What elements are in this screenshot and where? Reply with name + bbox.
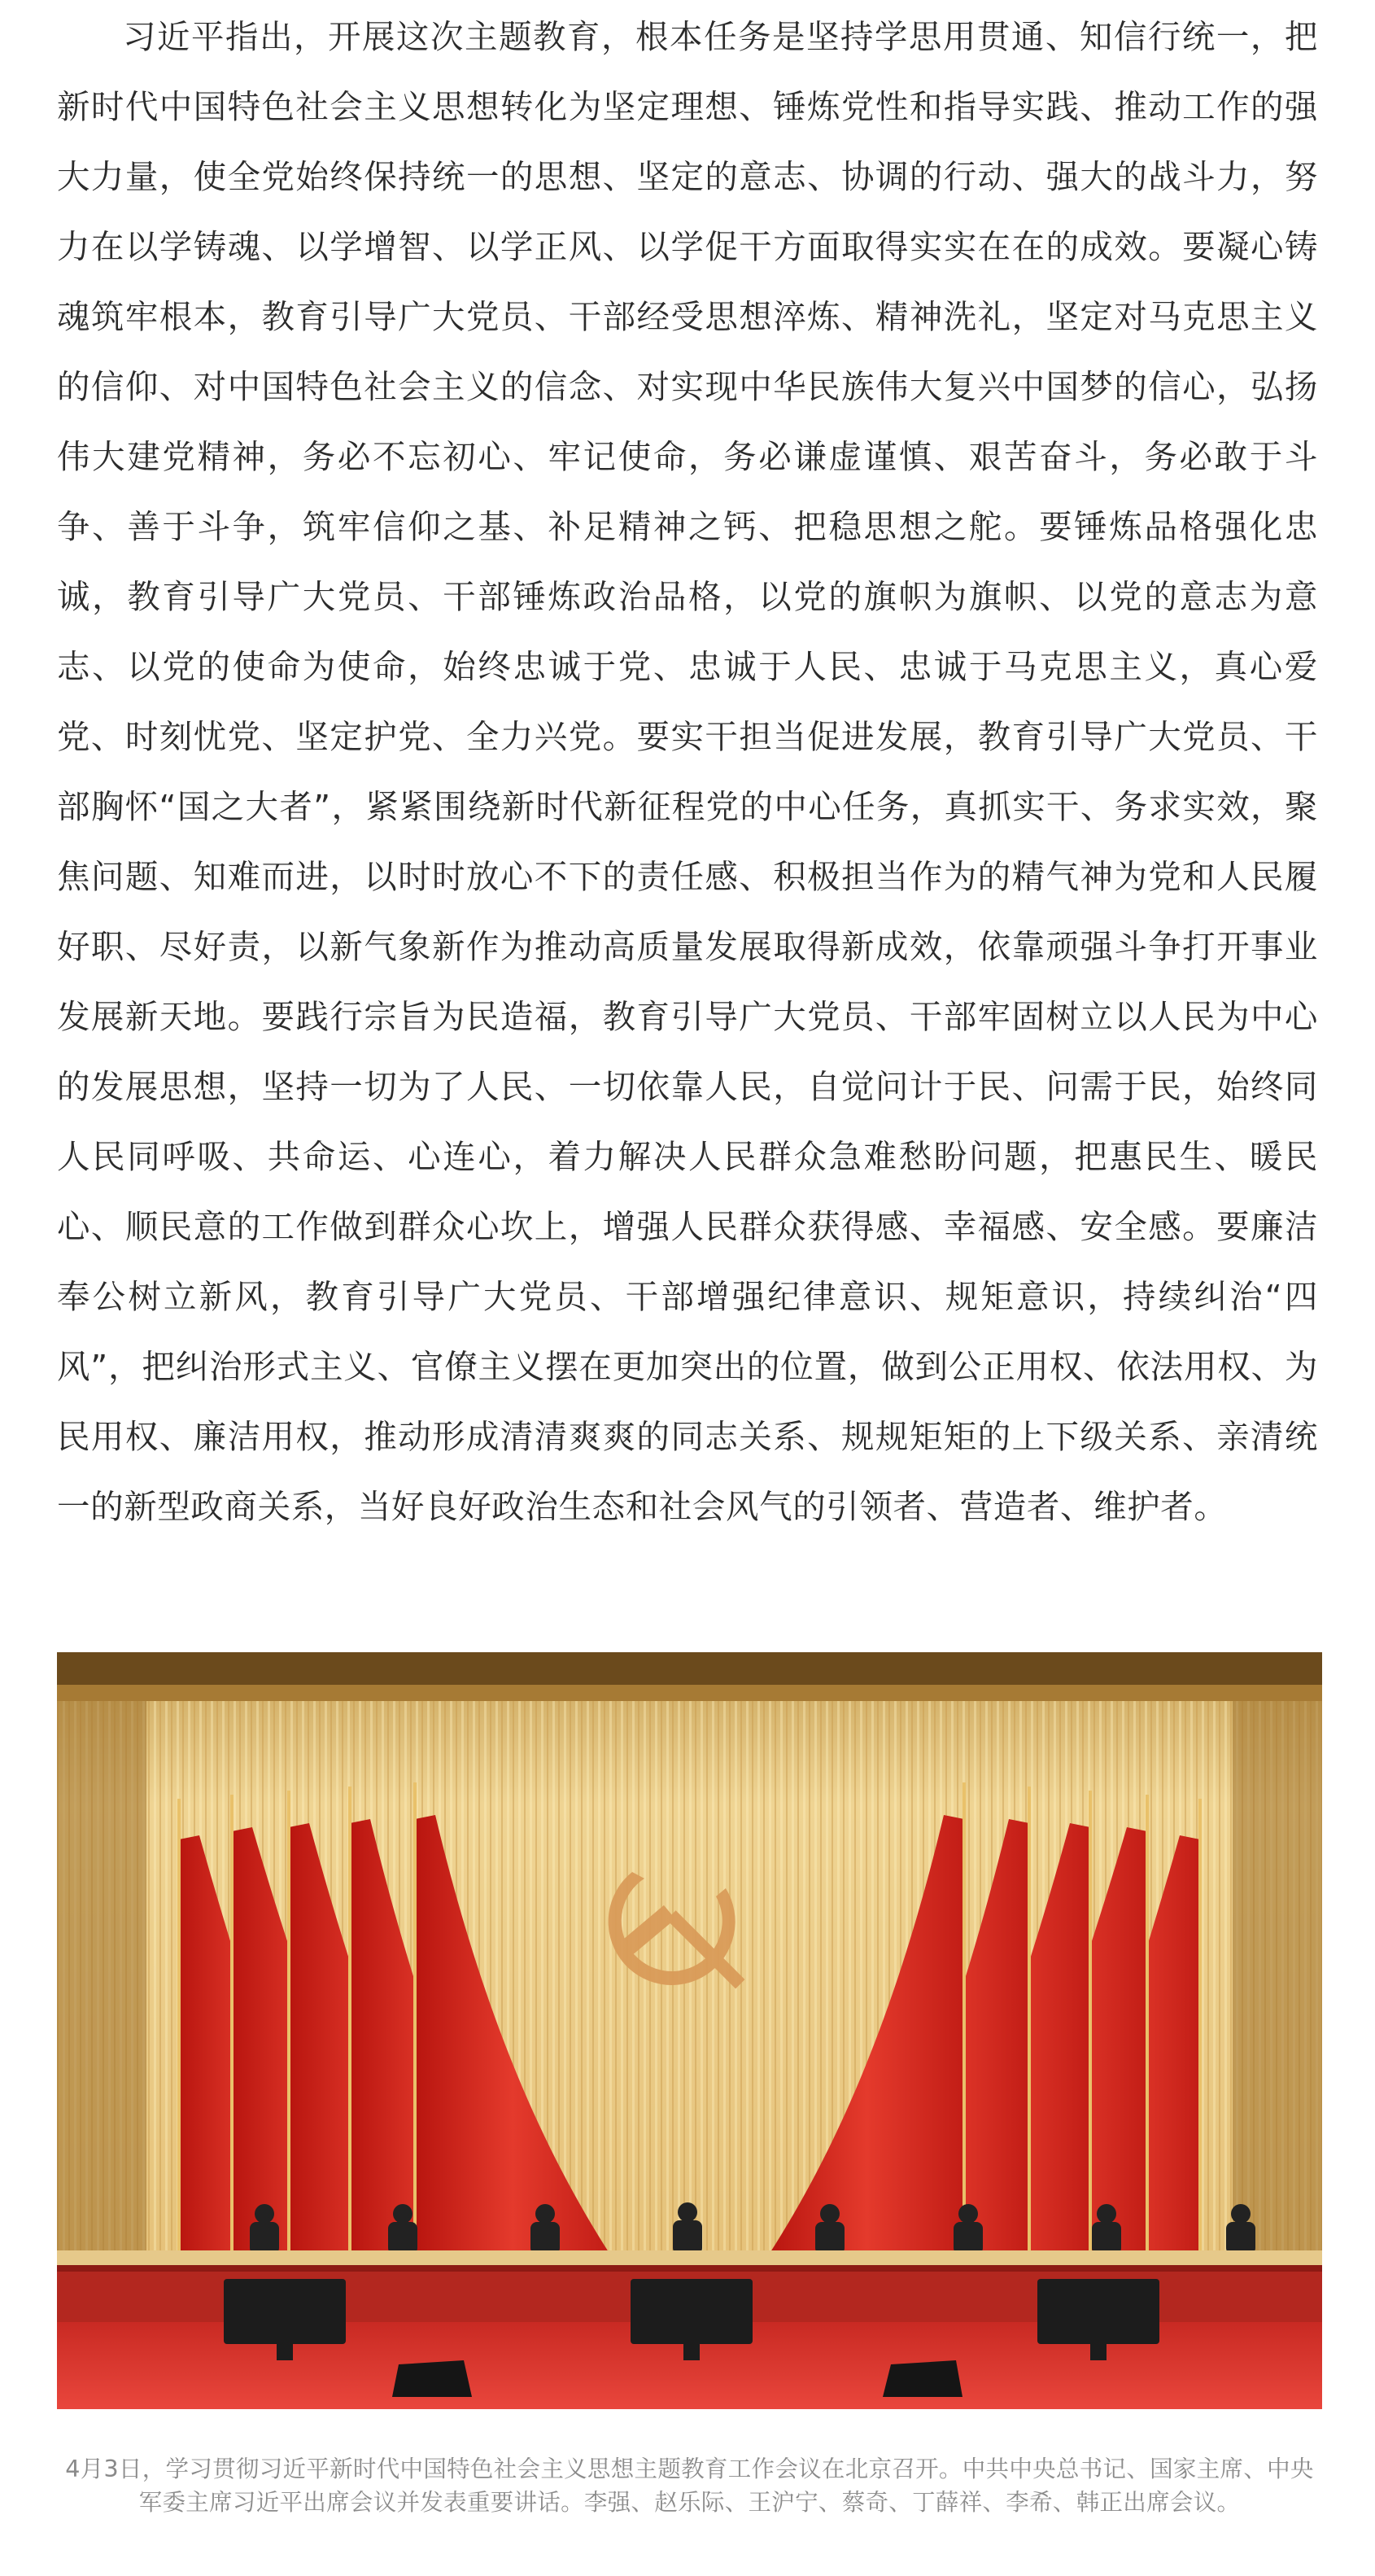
article-paragraph: 习近平指出，开展这次主题教育，根本任务是坚持学思用贯通、知信行统一，把新时代中国特色社会主义思想转化为坚定理想、锤炼党性和指导实践、推动工作的强大力量，使全党始终保持统一的思想、坚定的意志、协调的行动、强大的战斗力，努力在以学铸魂、以学增智、以学正风、以学促干方面取得实实在在的成效。要凝心铸魂筑牢根本，教育引导广大党员、干部经受思想淬炼、精神洗礼，坚定对马克思主义的信仰、对中国特色社会主义的信念、对实现中华民族伟大复兴中国梦的信心，弘扬伟大建党精神，务必不忘初心、牢记使命，务必谦虚谨慎、艰苦奋斗，务必敢于斗争、善于斗争，筑牢信仰之基、补足精神之钙、把稳思想之舵。要锤炼品格强化忠诚，教育引导广大党员、干部锤炼政治品格，以党的旗帜为旗帜、以党的意志为意志、以党的使命为使命，始终忠诚于党、忠诚于人民、忠诚于马克思主义，真心爱党、时刻忧党、坚定护党、全力兴党。要实干担当促进发展，教育引导广大党员、干部胸怀“国之大者”，紧紧围绕新时代新征程党的中心任务，真抓实干、务求实效，聚焦问题、知难而进，以时时放心不下的责任感、积极担当作为的精气神为党和人民履好职、尽好责，以新气象新作为推动高质量发展取得新成效，依靠顽强斗争打开事业发展新天地。要践行宗旨为民造福，教育引导广大党员、干部牢固树立以人民为中心的发展思想，坚持一切为了人民、一切依靠人民，自觉问计于民、问需于民，始终同人民同呼吸、共命运、心连心，着力解决人民群众急难愁盼问题，把惠民生、暖民心、顺民意的工作做到群众心坎上，增强人民群众获得感、幸福感、安全感。要廉洁奉公树立新风，教育引导广大党员、干部增强纪律意识、规矩意识，持续纠治“四风”，把纠治形式主义、官僚主义摆在更加突出的位置，做到公正用权、依法用权、为民用权、廉洁用权，推动形成清清爽爽的同志关系、规规矩矩的上下级关系、亲清统一的新型政商关系，当好良好政治生态和社会风气的引领者、营造者、维护者。	[57, 17, 1318, 1526]
meeting-hall-photo	[57, 1652, 1322, 2409]
article-body	[57, 0, 1318, 1542]
photo-caption: 4月3日，学习贯彻习近平新时代中国特色社会主义思想主题教育工作会议在北京召开。中共中央总书记、国家主席、中央军委主席习近平出席会议并发表重要讲话。李强、赵乐际、王沪宁、蔡奇、丁薛祥、李希、韩正出席会议。	[65, 2456, 1314, 2516]
